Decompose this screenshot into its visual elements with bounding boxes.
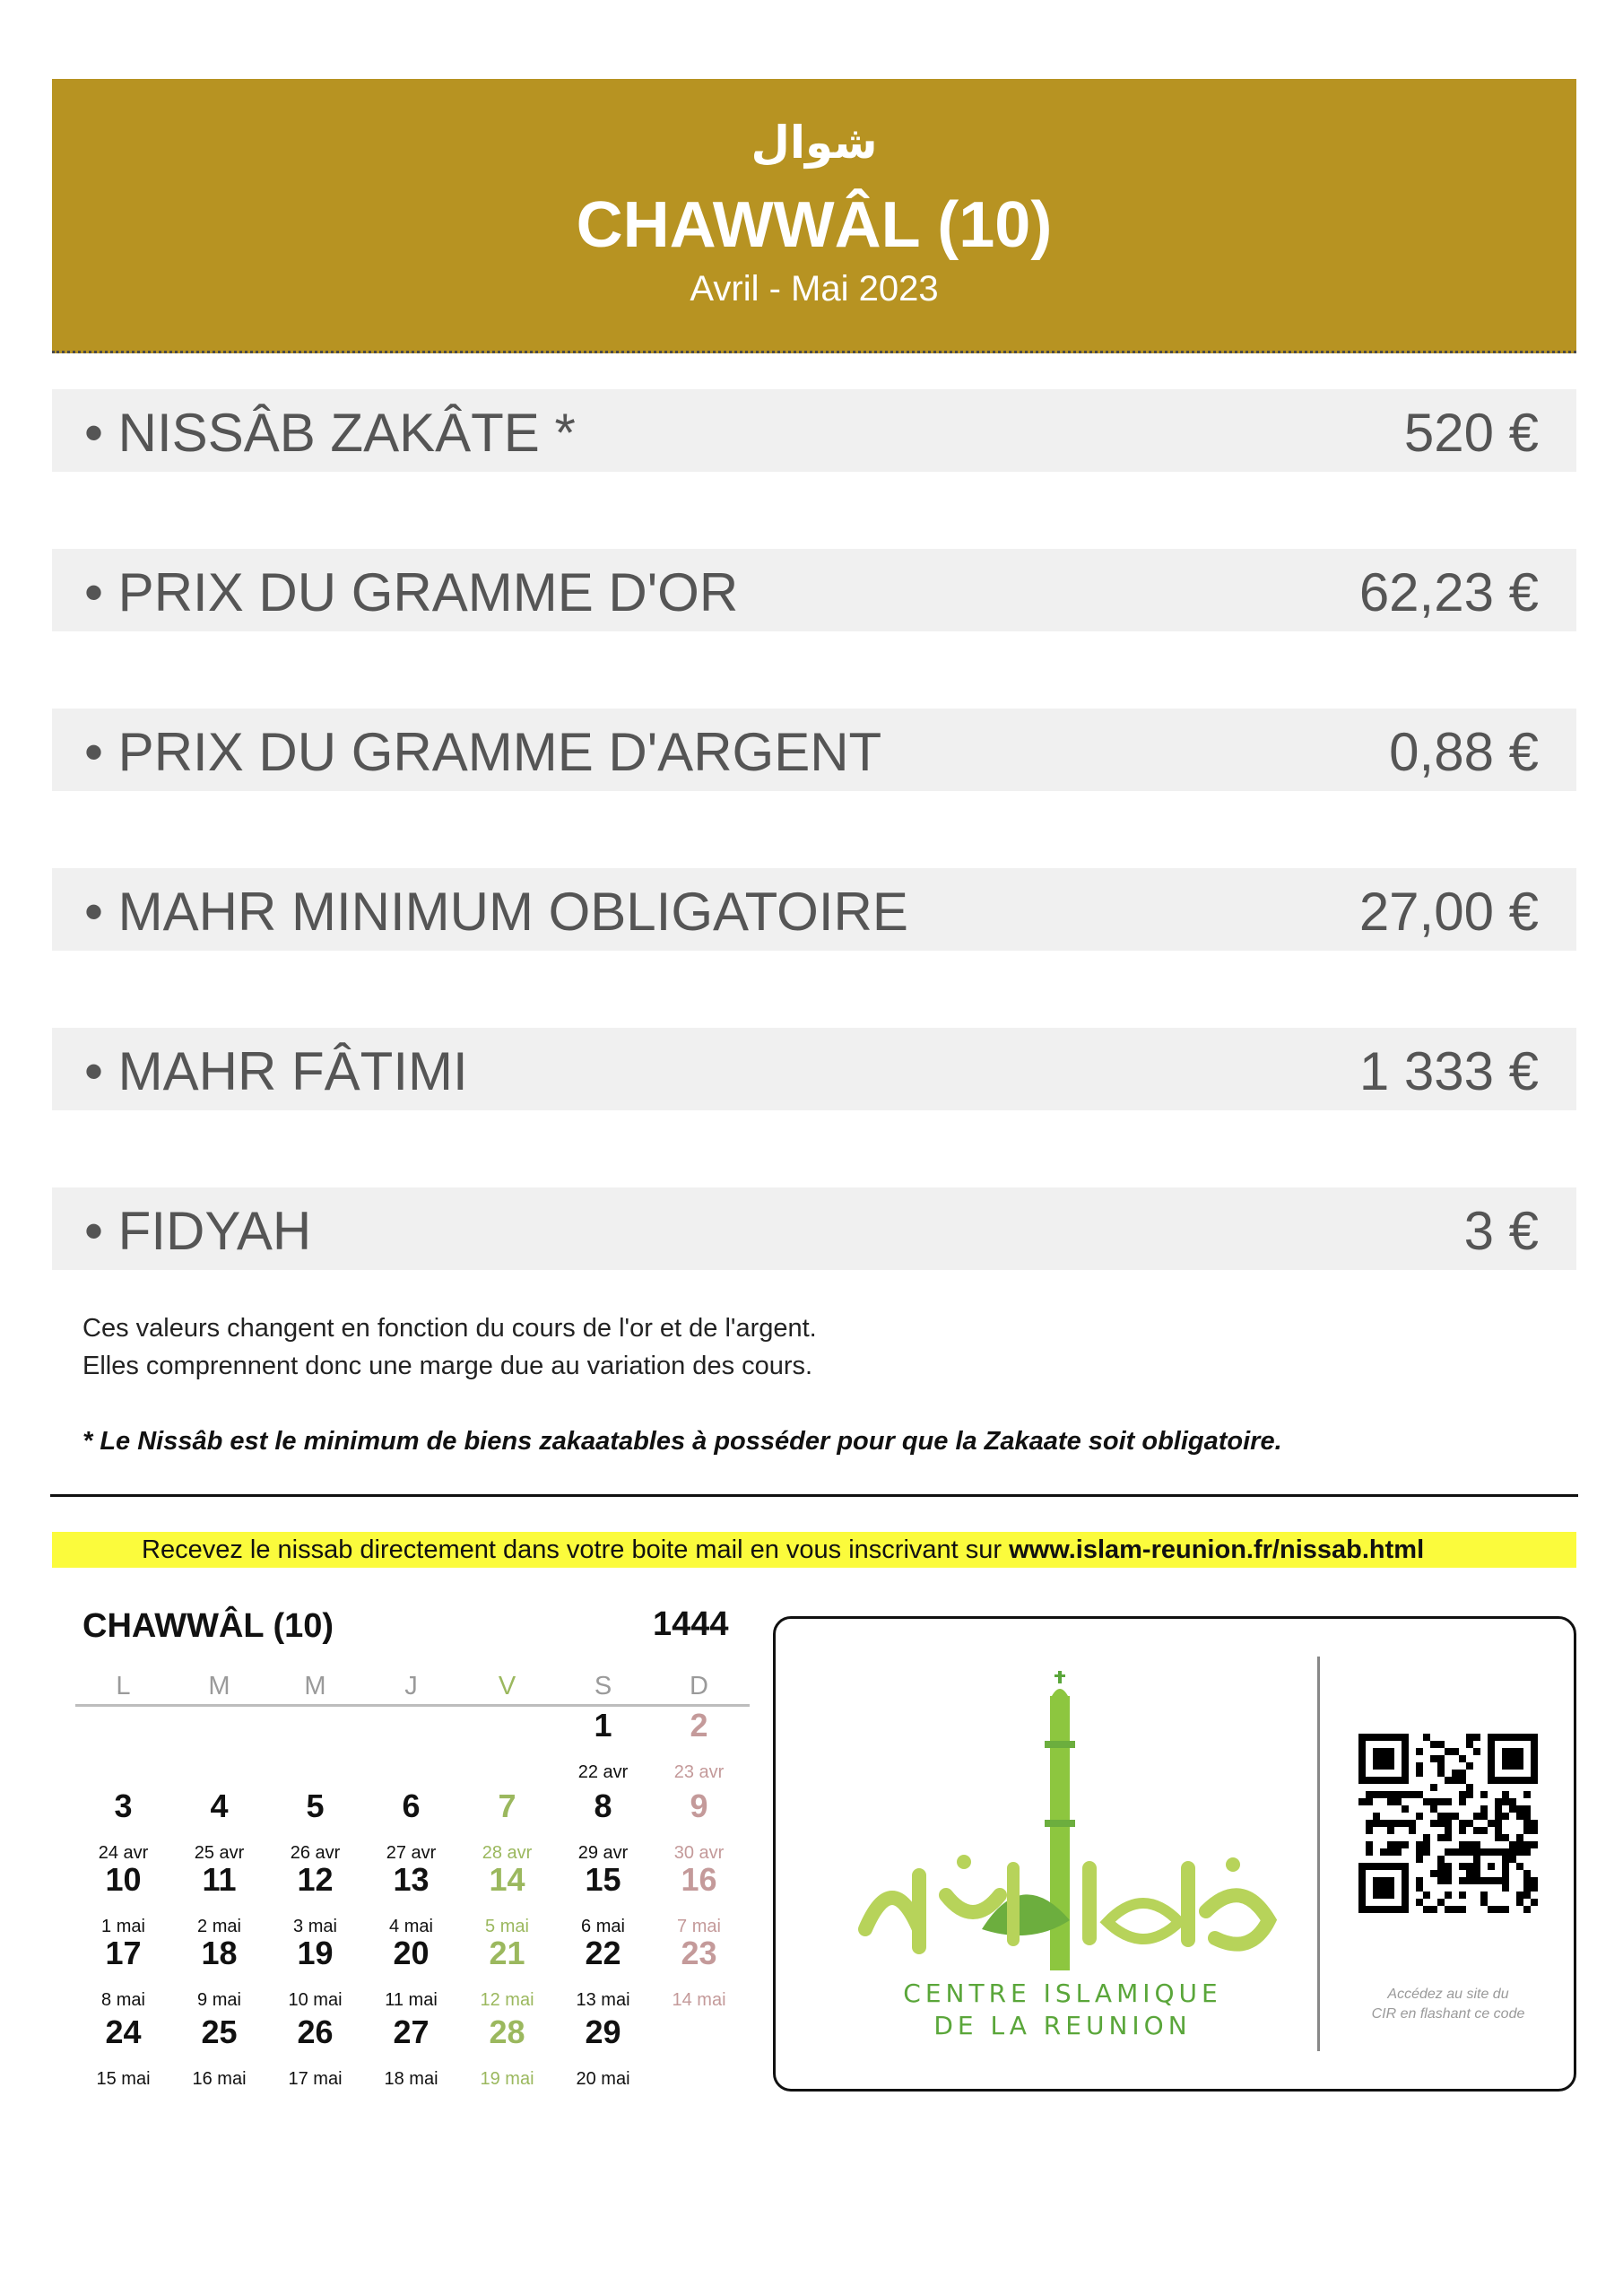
month-title: CHAWWÂL (10) bbox=[576, 189, 1053, 261]
calendar-year: 1444 bbox=[653, 1605, 729, 1643]
gregorian-date: 5 mai bbox=[485, 1917, 529, 1936]
gregorian-date: 29 avr bbox=[577, 1843, 629, 1863]
notes bbox=[82, 1309, 1282, 1460]
hijri-day-number: 7 bbox=[498, 1787, 516, 1824]
calendar-day bbox=[651, 1860, 747, 1939]
calendar-day bbox=[171, 1787, 267, 1866]
gregorian-date: 20 mai bbox=[576, 2069, 630, 2089]
gregorian-date: 28 avr bbox=[482, 1843, 533, 1863]
gregorian-date: 2 mai bbox=[197, 1917, 241, 1936]
rate-value: 520 € bbox=[1403, 403, 1539, 463]
gregorian-date: 6 mai bbox=[581, 1917, 625, 1936]
hijri-day-number: 24 bbox=[105, 2013, 142, 2050]
hijri-day-number: 21 bbox=[489, 1935, 525, 1971]
gregorian-date: 27 avr bbox=[386, 1843, 437, 1863]
rate-label: • PRIX DU GRAMME D'OR bbox=[84, 562, 739, 622]
rate-value: 1 333 € bbox=[1358, 1041, 1539, 1101]
calendar-day bbox=[363, 1860, 459, 1939]
divider-line bbox=[50, 1494, 1578, 1497]
logo-line: CENTRE ISLAMIQUE bbox=[903, 1979, 1222, 2008]
hijri-day-number: 16 bbox=[681, 1861, 717, 1898]
gregorian-date: 11 mai bbox=[385, 1990, 438, 2010]
hijri-day-number: 14 bbox=[489, 1861, 525, 1898]
gregorian-date: 1 mai bbox=[101, 1917, 145, 1936]
month-subtitle: Avril - Mai 2023 bbox=[690, 269, 939, 309]
calendar-day bbox=[75, 1860, 171, 1939]
calendar-month-title: CHAWWÂL (10) bbox=[82, 1607, 334, 1645]
qr-code-icon[interactable] bbox=[1358, 1734, 1538, 1913]
calendar-day bbox=[651, 1706, 747, 1785]
hijri-day-number: 13 bbox=[393, 1861, 430, 1898]
calendar-day bbox=[75, 2013, 171, 2092]
rate-label: • MAHR MINIMUM OBLIGATOIRE bbox=[84, 882, 908, 942]
rate-label: • MAHR FÂTIMI bbox=[84, 1041, 468, 1101]
weekday-label: M bbox=[208, 1672, 230, 1700]
hijri-day-number: 1 bbox=[594, 1707, 612, 1744]
weekday-label: V bbox=[498, 1672, 516, 1700]
caption-line: Accédez au site du bbox=[1387, 1987, 1509, 2002]
calendar-day bbox=[459, 1934, 555, 2013]
rate-row-mahr-fatimi bbox=[52, 1028, 1576, 1110]
hijri-day-number: 20 bbox=[393, 1935, 430, 1971]
gregorian-date: 18 mai bbox=[384, 2069, 438, 2089]
gregorian-date: 30 avr bbox=[673, 1843, 725, 1863]
gregorian-date: 24 avr bbox=[98, 1843, 149, 1863]
hijri-day-number: 15 bbox=[585, 1861, 621, 1898]
calendar-day bbox=[555, 1860, 651, 1939]
card-divider bbox=[1317, 1657, 1320, 2051]
qr-caption bbox=[1350, 1985, 1547, 2024]
rate-row-fidyah bbox=[52, 1187, 1576, 1270]
calendar-day bbox=[75, 1787, 171, 1866]
hijri-day-number: 5 bbox=[306, 1787, 325, 1824]
rate-value: 3 € bbox=[1463, 1201, 1539, 1261]
gregorian-date: 13 mai bbox=[576, 1990, 630, 2010]
weekday-label: M bbox=[304, 1672, 326, 1700]
subscribe-banner bbox=[52, 1532, 1576, 1568]
calendar-day bbox=[171, 1934, 267, 2013]
nissab-link[interactable]: www.islam-reunion.fr/nissab.html bbox=[1009, 1535, 1425, 1564]
hijri-day-number: 3 bbox=[114, 1787, 133, 1824]
gregorian-date: 9 mai bbox=[197, 1990, 241, 2010]
gregorian-date: 12 mai bbox=[480, 1990, 534, 2010]
rate-value: 0,88 € bbox=[1389, 722, 1539, 782]
rate-label: • NISSÂB ZAKÂTE * bbox=[84, 403, 576, 463]
rate-label: • FIDYAH bbox=[84, 1201, 312, 1261]
calendar-day bbox=[75, 1934, 171, 2013]
calendar-day bbox=[267, 1934, 363, 2013]
cir-card bbox=[773, 1616, 1576, 2092]
rate-value: 62,23 € bbox=[1358, 562, 1539, 622]
note-line: Ces valeurs changent en fonction du cours de l'or et de l'argent. bbox=[82, 1314, 817, 1343]
calendar-weekday-header bbox=[75, 1672, 750, 1707]
calendar-day bbox=[171, 1860, 267, 1939]
weekday-label: D bbox=[690, 1672, 708, 1700]
hijri-day-number: 18 bbox=[201, 1935, 238, 1971]
cir-logo-icon bbox=[829, 1660, 1296, 2019]
banner-text: Recevez le nissab directement dans votre boite mail en vous inscrivant sur bbox=[142, 1535, 1010, 1564]
calendar-day bbox=[363, 1934, 459, 2013]
caption-line: CIR en flashant ce code bbox=[1371, 2006, 1525, 2022]
gregorian-date: 17 mai bbox=[288, 2069, 343, 2089]
calendar-day bbox=[459, 1860, 555, 1939]
gregorian-date: 26 avr bbox=[290, 1843, 341, 1863]
rate-value: 27,00 € bbox=[1358, 882, 1539, 942]
calendar-day bbox=[555, 1934, 651, 2013]
calendar-day bbox=[267, 2013, 363, 2092]
calendar-day bbox=[651, 1934, 747, 2013]
calendar-day bbox=[267, 1787, 363, 1866]
hijri-day-number: 23 bbox=[681, 1935, 717, 1971]
hijri-day-number: 25 bbox=[201, 2013, 238, 2050]
rate-label: • PRIX DU GRAMME D'ARGENT bbox=[84, 722, 882, 782]
arabic-month-title: شوال bbox=[751, 117, 878, 169]
gregorian-date: 10 mai bbox=[288, 1990, 343, 2010]
rate-row-gold bbox=[52, 549, 1576, 631]
rate-row-mahr-minimum bbox=[52, 868, 1576, 951]
nissab-footnote: * Le Nissâb est le minimum de biens zakaatables à posséder pour que la Zakaate soit obligatoire. bbox=[82, 1427, 1282, 1456]
weekday-label: J bbox=[404, 1672, 418, 1700]
weekday-label: S bbox=[594, 1672, 612, 1700]
gregorian-date: 15 mai bbox=[96, 2069, 151, 2089]
calendar-day bbox=[459, 2013, 555, 2092]
hijri-day-number: 28 bbox=[489, 2013, 525, 2050]
gregorian-date: 4 mai bbox=[389, 1917, 433, 1936]
gregorian-date: 25 avr bbox=[194, 1843, 245, 1863]
gregorian-date: 7 mai bbox=[677, 1917, 721, 1936]
gregorian-date: 3 mai bbox=[293, 1917, 337, 1936]
gregorian-date: 23 avr bbox=[673, 1762, 725, 1782]
note-line: Elles comprennent donc une marge due au variation des cours. bbox=[82, 1352, 813, 1380]
hijri-day-number: 2 bbox=[690, 1707, 708, 1744]
month-header bbox=[52, 79, 1576, 353]
hijri-day-number: 12 bbox=[297, 1861, 334, 1898]
gregorian-date: 8 mai bbox=[101, 1990, 145, 2010]
hijri-day-number: 27 bbox=[393, 2013, 430, 2050]
hijri-day-number: 26 bbox=[297, 2013, 334, 2050]
logo-line: DE LA REUNION bbox=[933, 2011, 1192, 2040]
calendar-day bbox=[459, 1787, 555, 1866]
hijri-day-number: 10 bbox=[105, 1861, 142, 1898]
calendar-day bbox=[555, 1706, 651, 1785]
calendar-day bbox=[267, 1860, 363, 1939]
gregorian-date: 22 avr bbox=[577, 1762, 629, 1782]
hijri-day-number: 4 bbox=[210, 1787, 229, 1824]
calendar-day bbox=[171, 2013, 267, 2092]
hijri-day-number: 29 bbox=[585, 2013, 621, 2050]
weekday-label: L bbox=[116, 1672, 131, 1700]
hijri-day-number: 9 bbox=[690, 1787, 708, 1824]
calendar-day bbox=[363, 1787, 459, 1866]
hijri-day-number: 8 bbox=[594, 1787, 612, 1824]
hijri-day-number: 22 bbox=[585, 1935, 621, 1971]
hijri-day-number: 6 bbox=[402, 1787, 421, 1824]
calendar-day bbox=[555, 1787, 651, 1866]
calendar-day bbox=[363, 2013, 459, 2092]
gregorian-date: 16 mai bbox=[192, 2069, 247, 2089]
gregorian-date: 14 mai bbox=[672, 1990, 726, 2010]
gregorian-date: 19 mai bbox=[480, 2069, 534, 2089]
rate-row-silver bbox=[52, 709, 1576, 791]
cir-logo-text bbox=[829, 1978, 1296, 2042]
rate-row-nissab bbox=[52, 389, 1576, 472]
calendar-day bbox=[651, 1787, 747, 1866]
rates-list bbox=[52, 389, 1576, 1347]
calendar-day bbox=[555, 2013, 651, 2092]
hijri-day-number: 11 bbox=[202, 1861, 237, 1898]
hijri-day-number: 17 bbox=[105, 1935, 142, 1971]
hijri-day-number: 19 bbox=[297, 1935, 334, 1971]
